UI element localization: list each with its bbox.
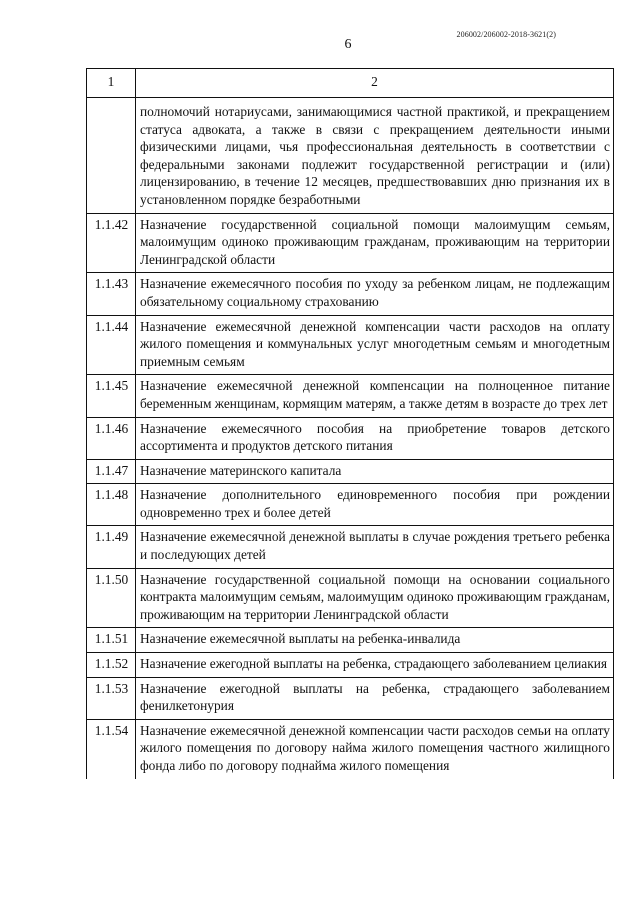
table-row — [87, 653, 614, 678]
table-row — [87, 375, 614, 417]
table-row — [87, 568, 614, 628]
services-table — [86, 68, 614, 779]
table-row — [87, 273, 614, 315]
row-text: Назначение ежемесячного пособия по уходу за ребенком лицам, не подлежащим обязательному социальному страхованию — [136, 273, 614, 315]
row-text: полномочий нотариусами, занимающимися частной практикой, и прекращением статуса адвоката, а также в связи с прекращением деятельности иными физическими лицами, чья профессиональная деятельность в соответствии с федеральными законами подлежит государственной регистрации и (или) лицензированию, в течение 12 месяцев, предшествовавших дню признания их в установленном порядке безработными — [136, 98, 614, 214]
row-number: 1.1.53 — [87, 677, 136, 719]
table-header-row — [87, 69, 614, 98]
row-number: 1.1.42 — [87, 213, 136, 273]
row-number: 1.1.46 — [87, 417, 136, 459]
row-number: 1.1.49 — [87, 526, 136, 568]
table-row — [87, 315, 614, 375]
row-number: 1.1.52 — [87, 653, 136, 678]
table-row — [87, 677, 614, 719]
row-text: Назначение материнского капитала — [136, 459, 614, 484]
table-row — [87, 459, 614, 484]
row-number: 1.1.50 — [87, 568, 136, 628]
document-registration-number: 206002/206002-2018-3621(2) — [456, 30, 556, 39]
column-header-name: 2 — [136, 69, 614, 98]
row-number: 1.1.45 — [87, 375, 136, 417]
row-number: 1.1.44 — [87, 315, 136, 375]
row-number: 1.1.54 — [87, 719, 136, 778]
table-row — [87, 628, 614, 653]
page-number: 6 — [344, 37, 352, 52]
column-header-number: 1 — [87, 69, 136, 98]
table-row — [87, 719, 614, 778]
row-text: Назначение ежемесячной денежной компенсации части расходов на оплату жилого помещения и коммунальных услуг многодетным семьям и многодетным приемным семьям — [136, 315, 614, 375]
row-text: Назначение государственной социальной помощи малоимущим семьям, малоимущим одиноко проживающим гражданам, проживающим на территории Ленинградской области — [136, 213, 614, 273]
table-row — [87, 484, 614, 526]
row-number: 1.1.51 — [87, 628, 136, 653]
row-text: Назначение ежемесячной денежной компенсации на полноценное питание беременным женщинам, кормящим матерям, а также детям в возрасте до трех лет — [136, 375, 614, 417]
row-number: 1.1.47 — [87, 459, 136, 484]
table-row — [87, 213, 614, 273]
row-text: Назначение ежегодной выплаты на ребенка, страдающего заболеванием целиакия — [136, 653, 614, 678]
row-text: Назначение государственной социальной помощи на основании социального контракта малоимущим семьям, малоимущим одиноко проживающим гражданам, проживающим на территории Ленинградской области — [136, 568, 614, 628]
row-text: Назначение ежегодной выплаты на ребенка, страдающего заболеванием фенилкетонурия — [136, 677, 614, 719]
row-text: Назначение ежемесячной денежной компенсации части расходов семьи на оплату жилого помещения по договору найма жилого помещения частного жилищного фонда либо по договору поднайма жилого помещения — [136, 719, 614, 778]
row-text: Назначение дополнительного единовременного пособия при рождении одновременно трех и более детей — [136, 484, 614, 526]
row-text: Назначение ежемесячной денежной выплаты в случае рождения третьего ребенка и последующих детей — [136, 526, 614, 568]
row-text: Назначение ежемесячной выплаты на ребенка-инвалида — [136, 628, 614, 653]
table-row — [87, 526, 614, 568]
row-number: 1.1.43 — [87, 273, 136, 315]
table-row — [87, 417, 614, 459]
row-number — [87, 98, 136, 214]
row-text: Назначение ежемесячного пособия на приобретение товаров детского ассортимента и продуктов детского питания — [136, 417, 614, 459]
table-row — [87, 98, 614, 214]
row-number: 1.1.48 — [87, 484, 136, 526]
